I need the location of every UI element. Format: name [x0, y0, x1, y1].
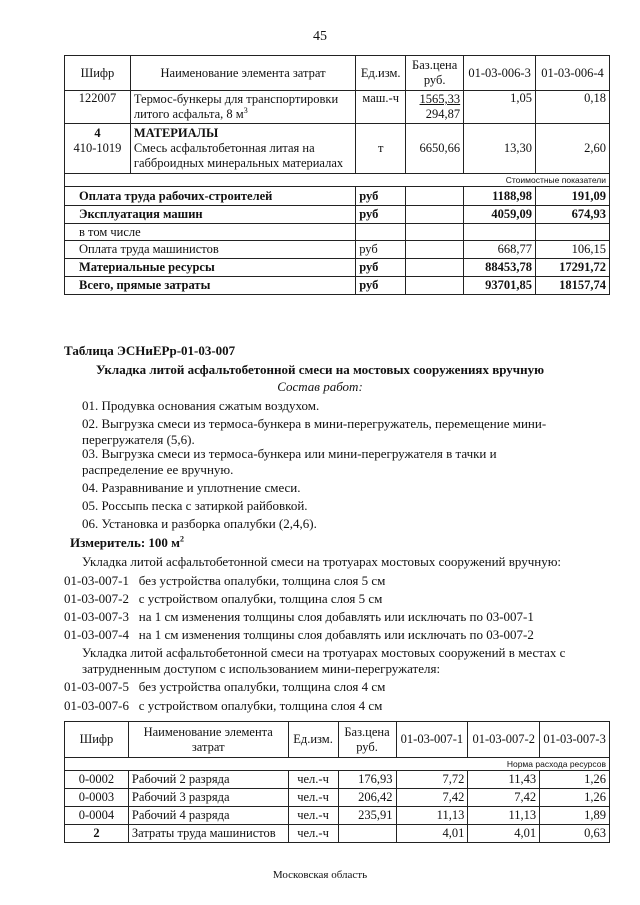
row-name: Рабочий 3 разряда: [128, 789, 288, 807]
cost-value-2: 17291,72: [536, 259, 610, 277]
cost-name: Оплата труда машинистов: [65, 241, 356, 259]
row-name: Рабочий 2 разряда: [128, 771, 288, 789]
row-code: 0-0003: [65, 789, 129, 807]
row-name: Термос-бункеры для транспортировки литого асфальта, 8 $м^3$: [130, 91, 355, 124]
cost-unit: руб: [356, 206, 406, 224]
bottom-resource-table: [64, 721, 610, 843]
cost-name: Эксплуатация машин: [65, 206, 356, 224]
header-col1: 01-03-007-1: [396, 722, 468, 758]
row-value-1: 7,42: [396, 789, 468, 807]
cost-row: [65, 241, 610, 259]
row-unit: чел.-ч: [288, 771, 338, 789]
row-value-2: 7,42: [468, 789, 540, 807]
row-value-2: 0,18: [536, 91, 610, 124]
work-item: 05. Россыпь песка с затиркой райбовкой.: [82, 498, 308, 513]
row-name: Рабочий 4 разряда: [128, 807, 288, 825]
row-price: [338, 825, 396, 843]
cost-unit: руб: [356, 241, 406, 259]
row-value-1: 7,72: [396, 771, 468, 789]
footer-region: Московская область: [272, 869, 368, 881]
cost-name: в том числе: [65, 224, 356, 241]
row-unit: чел.-ч: [288, 789, 338, 807]
cost-name: Материальные ресурсы: [65, 259, 356, 277]
row-code: 122007: [65, 91, 131, 124]
row-unit: т: [356, 124, 406, 174]
cost-value-1: 668,77: [464, 241, 536, 259]
cost-price: [406, 206, 464, 224]
row-price: 176,93: [338, 771, 396, 789]
header-price: Баз.цена руб.: [338, 722, 396, 758]
norm-label-row: [65, 758, 610, 771]
cost-label-row: [65, 174, 610, 187]
cost-value-2: [536, 224, 610, 241]
row-price: 235,91: [338, 807, 396, 825]
row-value-1: 11,13: [396, 807, 468, 825]
row-value-2: 4,01: [468, 825, 540, 843]
table-row: [65, 91, 610, 124]
cost-price: [406, 187, 464, 206]
header-col1: 01-03-006-3: [464, 56, 536, 91]
list-item: 01-03-007-2 с устройством опалубки, толщина слоя 5 см: [64, 591, 383, 606]
cost-value-2: 18157,74: [536, 277, 610, 295]
work-item: 01. Продувка основания сжатым воздухом.: [82, 398, 320, 413]
work-item: 02. Выгрузка смеси из термоса-бункера в мини-перегружатель, перемещение мини-перегружателя (5,6).: [82, 416, 547, 447]
cost-unit: руб: [356, 277, 406, 295]
row-value-2: 2,60: [536, 124, 610, 174]
intro-text: Укладка литой асфальтобетонной смеси на тротуарах мостовых сооружений в местах с затрудненным доступом с использованием мини-перегружателя:: [82, 645, 566, 676]
cost-indicators-label: Стоимостные показатели: [65, 174, 610, 187]
cost-unit: руб: [356, 259, 406, 277]
list-item: 01-03-007-6 с устройством опалубки, толщина слоя 4 см: [64, 698, 383, 713]
cost-value-1: 4059,09: [464, 206, 536, 224]
cost-value-1: 1188,98: [464, 187, 536, 206]
row-unit: чел.-ч: [288, 807, 338, 825]
table-subtitle: Укладка литой асфальтобетонной смеси на мостовых сооружениях вручную: [95, 362, 545, 377]
row-value-1: 4,01: [396, 825, 468, 843]
list-item: 01-03-007-3 на 1 см изменения толщины слоя добавлять или исключать по 03-007-1: [64, 609, 534, 624]
cost-row: [65, 187, 610, 206]
cost-unit: [356, 224, 406, 241]
table-row: [65, 825, 610, 843]
cost-unit: руб: [356, 187, 406, 206]
row-value-2: 11,13: [468, 807, 540, 825]
header-row: [65, 722, 610, 758]
header-col2: 01-03-006-4: [536, 56, 610, 91]
table-row: [65, 771, 610, 789]
cost-row: [65, 259, 610, 277]
row-name: Затраты труда машинистов: [128, 825, 288, 843]
cost-price: [406, 224, 464, 241]
row-value-3: 1,26: [540, 771, 610, 789]
header-col2: 01-03-007-2: [468, 722, 540, 758]
header-row: [65, 56, 610, 91]
table-title: Таблица ЭСНиЕРр-01-03-007: [64, 343, 236, 358]
header-price: Баз.цена руб.: [406, 56, 464, 91]
works-heading: Состав работ:: [277, 379, 363, 394]
row-value-3: 1,26: [540, 789, 610, 807]
work-item: 06. Установка и разборка опалубки (2,4,6).: [82, 516, 317, 531]
header-name: Наименование элемента затрат: [130, 56, 355, 91]
list-item: 01-03-007-4 на 1 см изменения толщины слоя добавлять или исключать по 03-007-2: [64, 627, 534, 642]
table-row: [65, 807, 610, 825]
table-row: [65, 124, 610, 174]
table-row: [65, 789, 610, 807]
norm-label: Норма расхода ресурсов: [65, 758, 610, 771]
row-value-2: 11,43: [468, 771, 540, 789]
measurement-unit: Измеритель: 100 $м^2$: [70, 534, 185, 550]
row-code: 2: [65, 825, 129, 843]
cost-row: [65, 224, 610, 241]
row-value-1: 1,05: [464, 91, 536, 124]
cost-row: [65, 206, 610, 224]
row-value-3: 0,63: [540, 825, 610, 843]
header-unit: Ед.изм.: [356, 56, 406, 91]
row-price: 1565,33 294,87: [406, 91, 464, 124]
row-unit: чел.-ч: [288, 825, 338, 843]
row-unit: маш.-ч: [356, 91, 406, 124]
cost-price: [406, 277, 464, 295]
cost-price: [406, 259, 464, 277]
page-number: 45: [313, 29, 327, 44]
header-name: Наименование элемента затрат: [128, 722, 288, 758]
row-price: 206,42: [338, 789, 396, 807]
work-item: 04. Разравнивание и уплотнение смеси.: [82, 480, 301, 495]
cost-value-2: 106,15: [536, 241, 610, 259]
header-col3: 01-03-007-3: [540, 722, 610, 758]
intro-text: Укладка литой асфальтобетонной смеси на тротуарах мостовых сооружений вручную:: [82, 554, 562, 569]
top-resource-table: [64, 55, 610, 295]
header-code: Шифр: [65, 56, 131, 91]
row-price: 6650,66: [406, 124, 464, 174]
work-item: 03. Выгрузка смеси из термоса-бункера или мини-перегружателя в тачки и распределение ее вручную.: [82, 446, 497, 477]
cost-value-2: 191,09: [536, 187, 610, 206]
row-code: 0-0002: [65, 771, 129, 789]
list-item: 01-03-007-5 без устройства опалубки, толщина слоя 4 см: [64, 679, 386, 694]
list-item: 01-03-007-1 без устройства опалубки, толщина слоя 5 см: [64, 573, 386, 588]
cost-value-1: [464, 224, 536, 241]
cost-name: Всего, прямые затраты: [65, 277, 356, 295]
row-code: 4 410-1019: [65, 124, 131, 174]
cost-value-1: 88453,78: [464, 259, 536, 277]
cost-value-1: 93701,85: [464, 277, 536, 295]
cost-price: [406, 241, 464, 259]
header-unit: Ед.изм.: [288, 722, 338, 758]
row-value-3: 1,89: [540, 807, 610, 825]
cost-name: Оплата труда рабочих-строителей: [65, 187, 356, 206]
cost-row: [65, 277, 610, 295]
row-value-1: 13,30: [464, 124, 536, 174]
header-code: Шифр: [65, 722, 129, 758]
row-code: 0-0004: [65, 807, 129, 825]
cost-value-2: 674,93: [536, 206, 610, 224]
row-name: МАТЕРИАЛЫ Смесь асфальтобетонная литая на габброидных минеральных материалах: [130, 124, 355, 174]
